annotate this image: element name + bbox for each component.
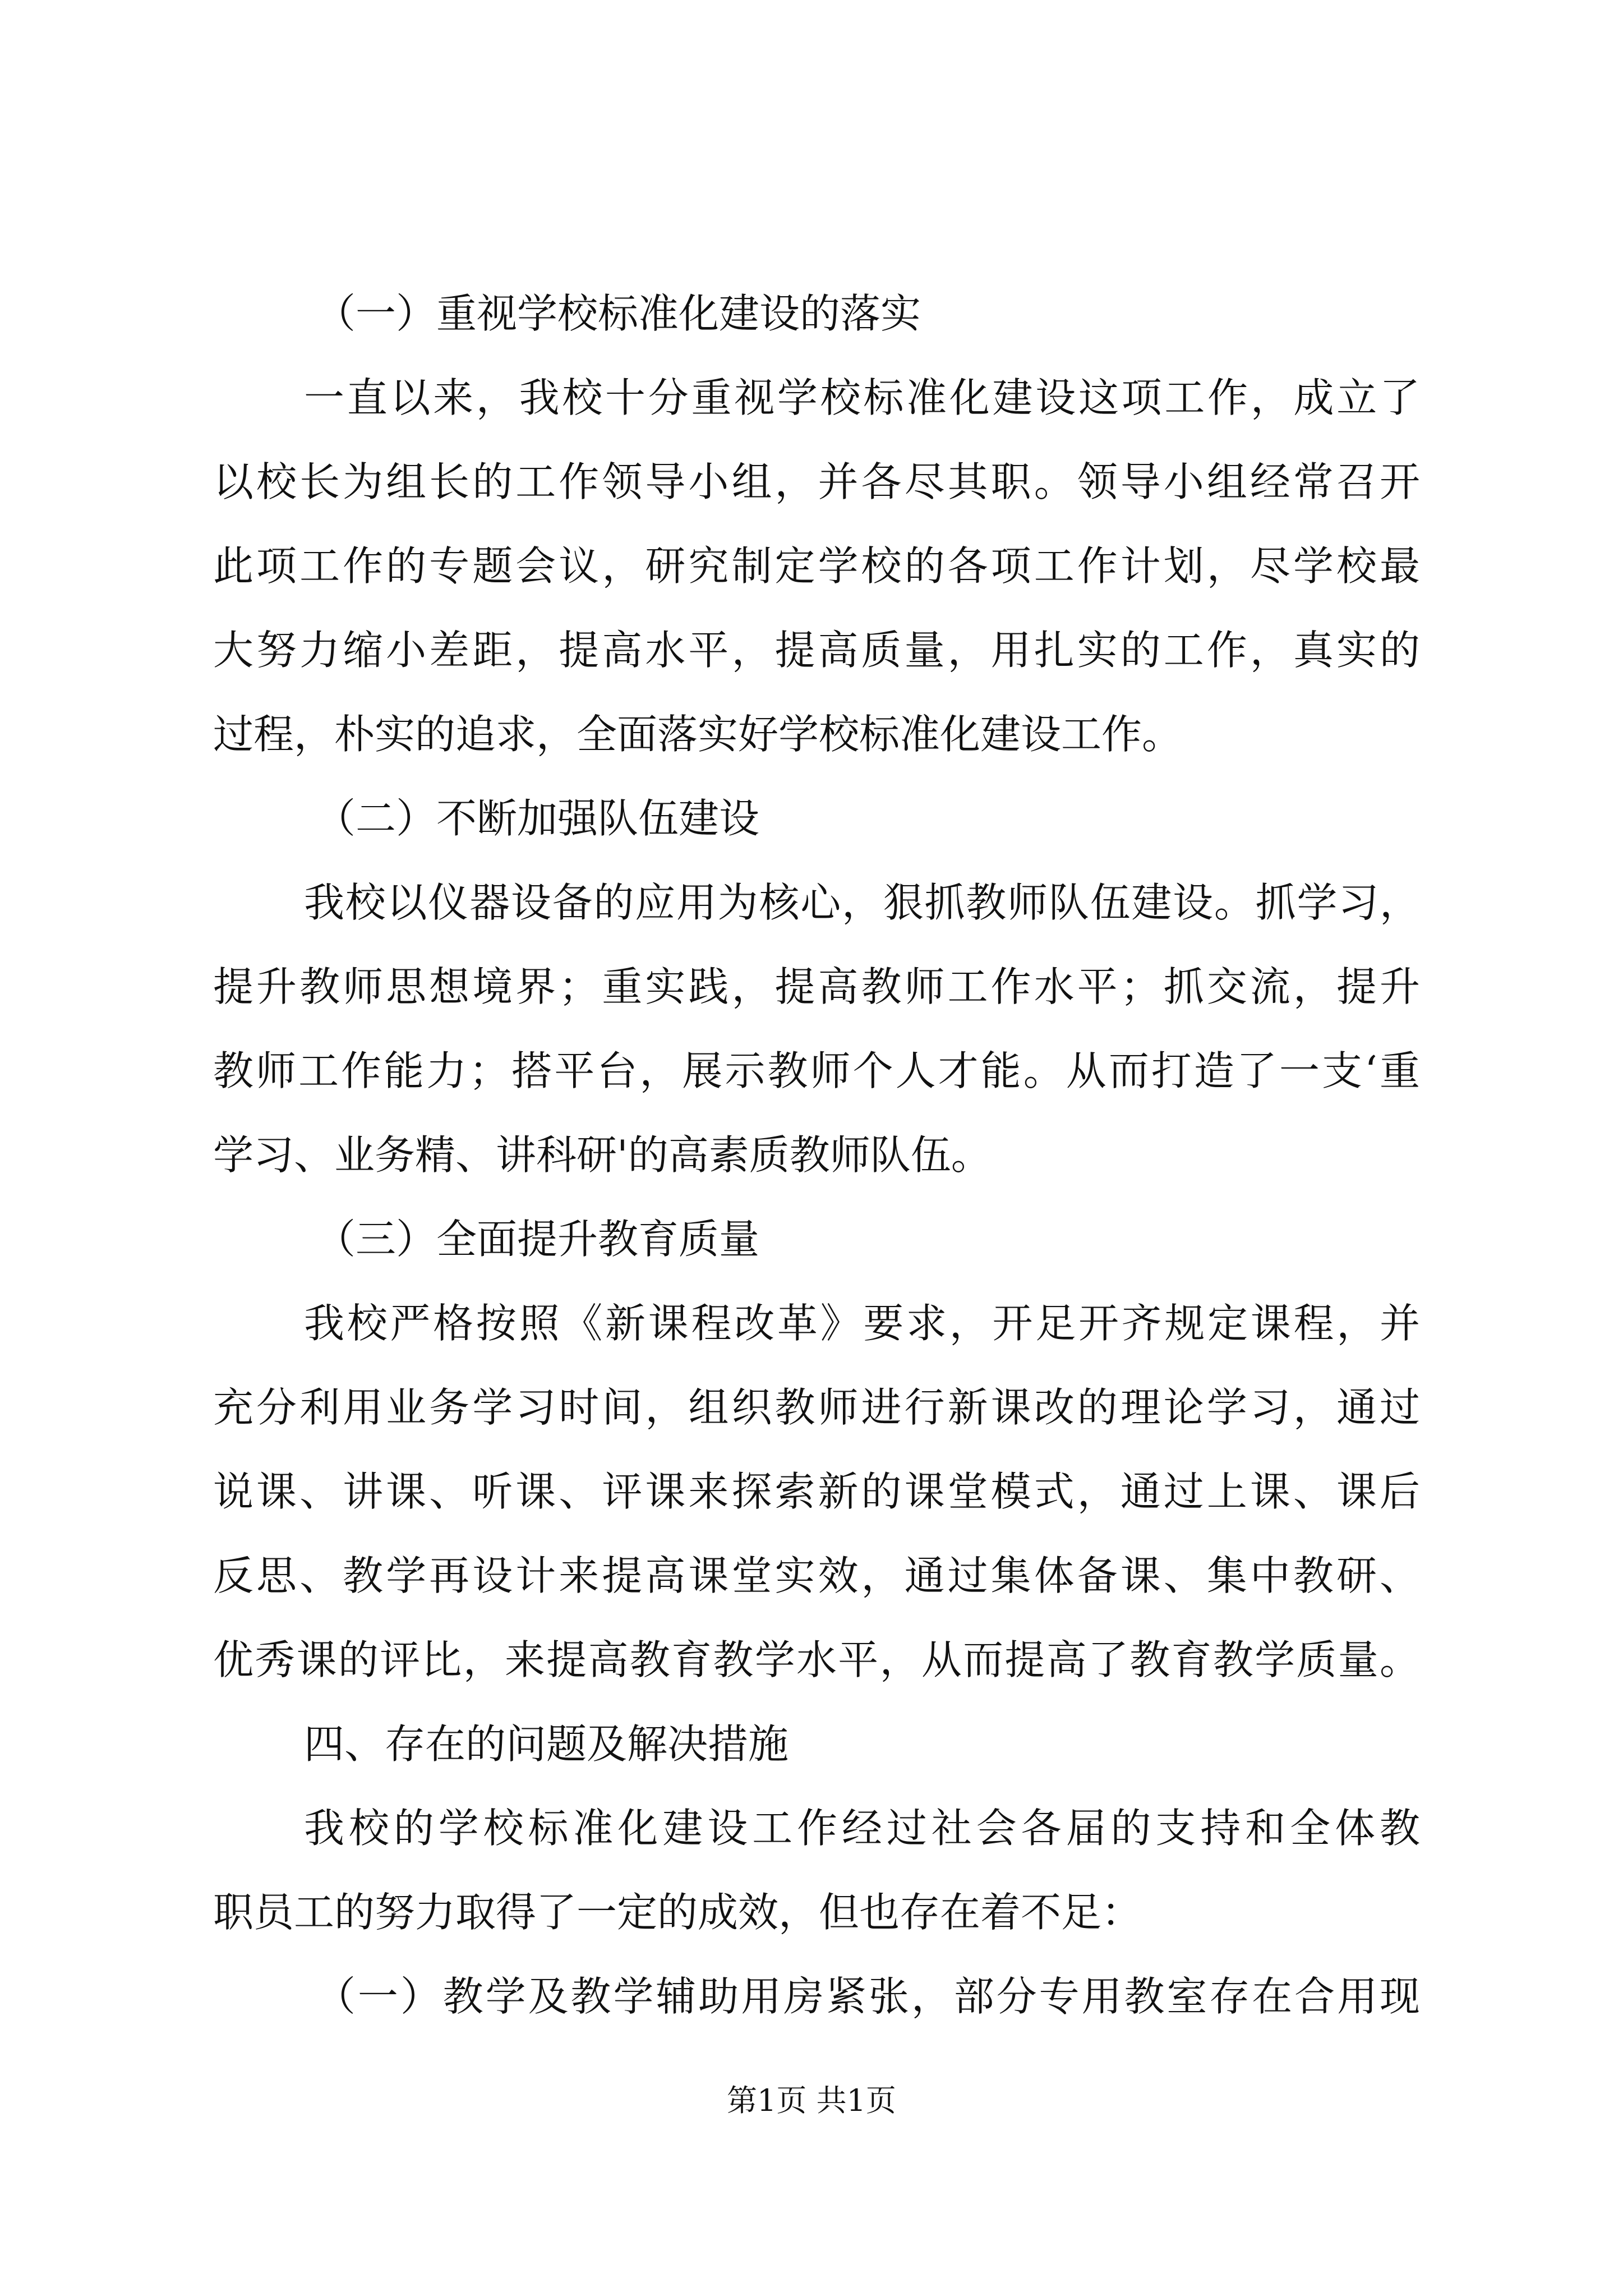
paragraph-line (0, 959, 1623, 1015)
paragraph-line (0, 454, 1623, 510)
heading-text: （二）不断加强队伍建设 (315, 795, 760, 842)
heading-text: （三）全面提升教育质量 (315, 1216, 760, 1263)
paragraph-line (0, 1379, 1623, 1435)
paragraph-text: 反思、教学再设计来提高课堂实效，通过集体备课、集中教研、 (213, 1552, 1420, 1599)
paragraph-text: 优秀课的评比，来提高教育教学水平，从而提高了教育教学质量。 (213, 1636, 1420, 1683)
paragraph-text: 学习、业务精、讲科研'的高素质教师队伍。 (213, 1131, 992, 1179)
paragraph-line (0, 1632, 1623, 1688)
paragraph-line (0, 538, 1623, 594)
paragraph-line (0, 370, 1623, 426)
paragraph-text: 职员工的努力取得了一定的成效，但也存在着不足： (213, 1889, 1142, 1936)
paragraph-text: 过程，朴实的追求，全面落实好学校标准化建设工作。 (213, 711, 1183, 758)
paragraph-text: 以校长为组长的工作领导小组，并各尽其职。领导小组经常召开 (213, 458, 1420, 505)
paragraph-line (0, 875, 1623, 931)
heading-text: （一）重视学校标准化建设的落实 (315, 290, 921, 337)
paragraph-text: 充分利用业务学习时间，组织教师进行新课改的理论学习，通过 (213, 1384, 1420, 1431)
paragraph-line (0, 1968, 1623, 2024)
paragraph-text: 一直以来，我校十分重视学校标准化建设这项工作，成立了 (304, 374, 1420, 421)
paragraph-line (0, 1127, 1623, 1183)
paragraph-line (0, 1800, 1623, 1856)
heading-section-1 (0, 286, 1623, 342)
paragraph-text: 大努力缩小差距，提高水平，提高质量，用扎实的工作，真实的 (213, 627, 1420, 674)
paragraph-line (0, 1548, 1623, 1604)
paragraph-line (0, 1464, 1623, 1520)
paragraph-text: （一）教学及教学辅助用房紧张，部分专用教室存在合用现 (315, 1973, 1420, 2020)
paragraph-line (0, 1043, 1623, 1099)
heading-section-2 (0, 790, 1623, 846)
paragraph-text: 我校以仪器设备的应用为核心，狠抓教师队伍建设。抓学习， (304, 879, 1420, 926)
paragraph-text: 教师工作能力；搭平台，展示教师个人才能。从而打造了一支‘重 (213, 1047, 1420, 1094)
page-footer: 第1页 共1页 (727, 2083, 896, 2118)
paragraph-line (0, 1295, 1623, 1351)
paragraph-line (0, 622, 1623, 678)
paragraph-line (0, 1884, 1623, 1940)
heading-text: 四、存在的问题及解决措施 (304, 1720, 789, 1768)
paragraph-text: 说课、讲课、听课、评课来探索新的课堂模式，通过上课、课后 (213, 1468, 1420, 1515)
paragraph-text: 提升教师思想境界；重实践，提高教师工作水平；抓交流，提升 (213, 963, 1420, 1010)
paragraph-text: 我校的学校标准化建设工作经过社会各届的支持和全体教 (304, 1805, 1420, 1852)
heading-section-3 (0, 1211, 1623, 1267)
heading-section-4 (0, 1716, 1623, 1772)
paragraph-text: 此项工作的专题会议，研究制定学校的各项工作计划，尽学校最 (213, 542, 1420, 590)
paragraph-text: 我校严格按照《新课程改革》要求，开足开齐规定课程，并 (304, 1300, 1420, 1347)
paragraph-line (0, 706, 1623, 762)
